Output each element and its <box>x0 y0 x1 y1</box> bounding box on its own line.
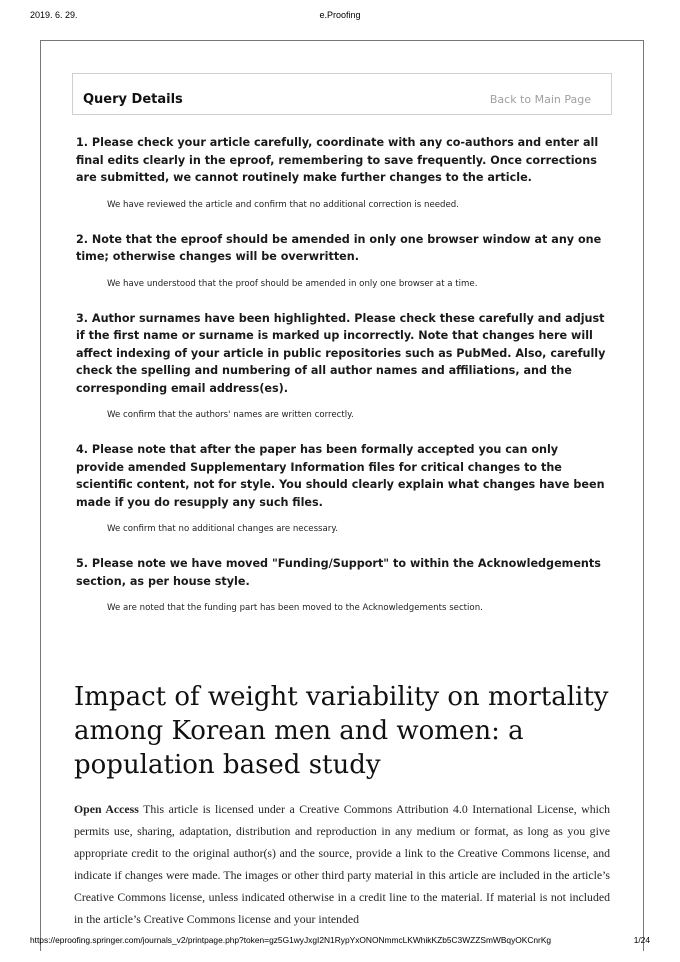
print-url: https://eproofing.springer.com/journals_v2/printpage.php?token=gz5G1wyJxgI2N1RypYxONONmmcLKWhikKZb5C3WZZSmWBqyOKCnrKg <box>30 935 552 945</box>
query-list <box>76 134 606 614</box>
query-item <box>76 310 606 422</box>
print-date: 2019. 6. 29. <box>30 10 78 20</box>
query-text: 5. Please note we have moved "Funding/Support" to within the Acknowledgements section, as per house style. <box>76 557 601 588</box>
query-text: 2. Note that the eproof should be amended in only one browser window at any one time; otherwise changes will be overwritten. <box>76 232 602 263</box>
article-title: Impact of weight variability on mortality among Korean men and women: a population based study <box>74 682 609 780</box>
license-text: This article is licensed under a Creative Commons Attribution 4.0 International License, which permits use, sharing, adaptation, distribution and reproduction in any medium or format, as long as you give appropriate credit to the original author(s) and the source, provide a link to the Creative Commons license, and indicate if changes were made. The images or other third party material in this article are included in the article’s Creative Commons license, unless indicated otherwise in a credit line to the material. If material is not included in the article’s Creative Commons license and your intended <box>74 802 610 926</box>
query-answer: We have reviewed the article and confirm that no additional correction is needed. <box>107 199 459 210</box>
query-answer: We confirm that no additional changes are necessary. <box>107 524 338 534</box>
query-item <box>76 231 606 290</box>
back-to-main-page-link[interactable]: Back to Main Page <box>489 93 591 106</box>
query-answer: We are noted that the funding part has been moved to the Acknowledgements section. <box>107 603 483 613</box>
license-label: Open Access <box>74 802 139 816</box>
query-text: 4. Please note that after the paper has been formally accepted you can only provide amended Supplementary Information files for critical changes to the scientific content, not for style. You should clearly explain what changes have been made if you do resupply any such files. <box>76 443 605 509</box>
query-text: 3. Author surnames have been highlighted. Please check these carefully and adjust if the first name or surname is marked up incorrectly. Note that changes here will affect indexing of your article in public repositories such as PubMed. Also, carefully check the spelling and numbering of all author names and affiliations, and the corresponding email address(es). <box>76 311 606 395</box>
license-paragraph <box>74 798 610 930</box>
query-text: 1. Please check your article carefully, coordinate with any co-authors and enter all final edits clearly in the eproof, remembering to save frequently. Once corrections are submitted, we cannot routinely make further changes to the article. <box>76 136 599 184</box>
query-answer: We confirm that the authors' names are written correctly. <box>107 410 354 420</box>
query-item <box>76 134 606 211</box>
print-footer <box>0 935 680 949</box>
print-header <box>0 10 680 24</box>
query-item <box>76 441 606 535</box>
query-details-header <box>72 73 612 115</box>
query-item <box>76 555 606 614</box>
query-answer: We have understood that the proof should be amended in only one browser at a time. <box>107 278 478 289</box>
print-page-title: e.Proofing <box>319 10 361 20</box>
page-number: 1/24 <box>633 935 650 945</box>
query-details-title: Query Details <box>83 92 183 107</box>
